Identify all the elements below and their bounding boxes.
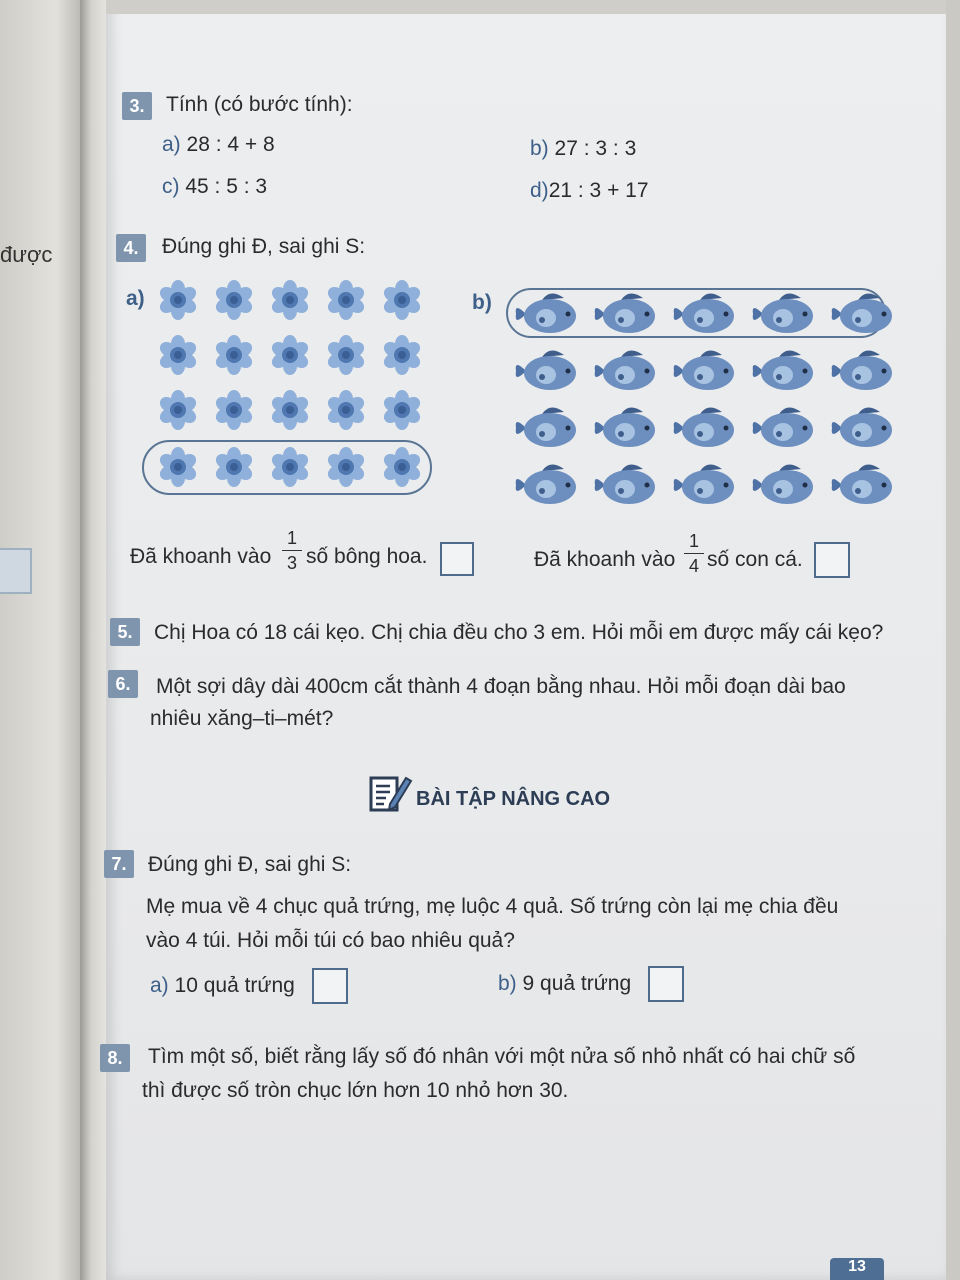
- page-edge-right: [946, 0, 960, 1280]
- fish-icon: [512, 461, 580, 509]
- q7-option-b: [498, 972, 631, 996]
- question-3-number: 3.: [122, 92, 152, 120]
- flower-icon: [326, 447, 366, 487]
- question-4-number: 4.: [116, 234, 146, 262]
- q4-a-denominator: 3: [286, 553, 297, 573]
- fish-icon: [591, 290, 659, 338]
- fish-icon: [512, 290, 580, 338]
- previous-page-box: [0, 548, 32, 594]
- fish-icon: [670, 461, 738, 509]
- flower-icon: [270, 335, 310, 375]
- page-edge-top: [106, 0, 946, 14]
- question-5-number: 5.: [110, 618, 140, 646]
- flower-icon: [326, 390, 366, 430]
- q4-a-answer-box[interactable]: [440, 542, 474, 576]
- q3-label-a: a): [162, 133, 181, 156]
- q7-option-a-box[interactable]: [312, 968, 348, 1004]
- q7-option-b-text: 9 quả trứng: [522, 972, 632, 995]
- fish-icon: [749, 347, 817, 395]
- q3-expr-a: 28 : 4 + 8: [186, 133, 275, 156]
- section-title: BÀI TẬP NÂNG CAO: [416, 788, 611, 810]
- q7-option-a: [150, 974, 295, 998]
- question-7-title: Đúng ghi Đ, sai ghi S:: [148, 853, 352, 876]
- question-8-number: 8.: [100, 1044, 130, 1072]
- flower-icon: [382, 280, 422, 320]
- question-7-line-2: vào 4 túi. Hỏi mỗi túi có bao nhiêu quả?: [146, 929, 515, 952]
- flower-icon: [382, 447, 422, 487]
- flower-icon: [326, 335, 366, 375]
- q3-item-a: [162, 133, 275, 157]
- q4-a-statement-start: Đã khoanh vào: [130, 545, 272, 568]
- page-number: 13: [830, 1258, 884, 1280]
- q3-label-b: b): [530, 137, 549, 160]
- q4-b-answer-box[interactable]: [814, 542, 850, 578]
- q3-label-c: c): [162, 175, 180, 198]
- question-7-line-1: Mẹ mua về 4 chục quả trứng, mẹ luộc 4 quả. Số trứng còn lại mẹ chia đều: [146, 895, 839, 918]
- q7-option-a-text: 10 quả trứng: [174, 974, 295, 997]
- question-6-line-2: nhiêu xăng–ti–mét?: [150, 707, 334, 730]
- fish-icon: [828, 290, 896, 338]
- question-6-line-1: Một sợi dây dài 400cm cắt thành 4 đoạn bằng nhau. Hỏi mỗi đoạn dài bao: [156, 675, 846, 698]
- q4-b-statement-end: số con cá.: [707, 548, 803, 571]
- book-spine: [80, 0, 108, 1280]
- flower-icon: [158, 335, 198, 375]
- question-7-number: 7.: [104, 850, 134, 878]
- previous-page-text: được: [0, 242, 53, 267]
- flower-icon: [270, 390, 310, 430]
- flower-icon: [158, 390, 198, 430]
- q3-item-d: [530, 179, 649, 203]
- fish-icon: [670, 404, 738, 452]
- flower-icon: [214, 335, 254, 375]
- flower-icon: [158, 280, 198, 320]
- question-8-line-2: thì được số tròn chục lớn hơn 10 nhỏ hơn 30.: [142, 1079, 569, 1102]
- question-8-line-1: Tìm một số, biết rằng lấy số đó nhân với một nửa số nhỏ nhất có hai chữ số: [148, 1045, 856, 1068]
- q7-option-b-label: b): [498, 972, 517, 995]
- fraction-bar: [684, 553, 704, 554]
- flower-icon: [214, 280, 254, 320]
- q4-b-fraction: [684, 531, 704, 576]
- fish-icon: [749, 404, 817, 452]
- fish-icon: [828, 461, 896, 509]
- q3-label-d: d): [530, 179, 549, 202]
- flower-icon: [158, 447, 198, 487]
- q4-b-denominator: 4: [688, 556, 699, 576]
- fish-icon: [749, 461, 817, 509]
- fish-icon: [670, 347, 738, 395]
- q4-part-b-label: b): [472, 291, 492, 314]
- question-3-title: Tính (có bước tính):: [166, 93, 353, 116]
- q3-expr-c: 45 : 5 : 3: [185, 175, 268, 198]
- q4-b-statement-start: Đã khoanh vào: [534, 548, 676, 571]
- q4-a-fraction: [282, 528, 302, 573]
- q4-b-numerator: 1: [688, 531, 699, 551]
- flower-icon: [214, 447, 254, 487]
- q4-part-a-label: a): [126, 287, 145, 310]
- fish-icon: [591, 347, 659, 395]
- question-4-title: Đúng ghi Đ, sai ghi S:: [162, 235, 366, 258]
- q3-item-b: [530, 137, 636, 161]
- fish-icon: [591, 461, 659, 509]
- q3-expr-b: 27 : 3 : 3: [554, 137, 637, 160]
- q3-expr-d: 21 : 3 + 17: [548, 179, 649, 202]
- q4-a-numerator: 1: [286, 528, 297, 548]
- q3-item-c: [162, 175, 267, 199]
- flower-icon: [270, 280, 310, 320]
- q4-a-statement-end: số bông hoa.: [306, 545, 428, 568]
- q7-option-a-label: a): [150, 974, 169, 997]
- advanced-section-heading: [368, 772, 611, 821]
- question-6-number: 6.: [108, 670, 138, 698]
- fraction-bar: [282, 550, 302, 551]
- fish-icon: [749, 290, 817, 338]
- q7-option-b-box[interactable]: [648, 966, 684, 1002]
- previous-page-edge: [0, 0, 80, 1280]
- fish-icon: [512, 404, 580, 452]
- fish-icon: [591, 404, 659, 452]
- fish-icon: [670, 290, 738, 338]
- flower-icon: [382, 390, 422, 430]
- fish-icon: [828, 347, 896, 395]
- fish-icon: [512, 347, 580, 395]
- flower-icon: [326, 280, 366, 320]
- fish-icon: [828, 404, 896, 452]
- question-5-text: Chị Hoa có 18 cái kẹo. Chị chia đều cho 3 em. Hỏi mỗi em được mấy cái kẹo?: [154, 621, 884, 644]
- flower-icon: [382, 335, 422, 375]
- flower-icon: [214, 390, 254, 430]
- flower-icon: [270, 447, 310, 487]
- notepad-pencil-icon: [368, 772, 414, 816]
